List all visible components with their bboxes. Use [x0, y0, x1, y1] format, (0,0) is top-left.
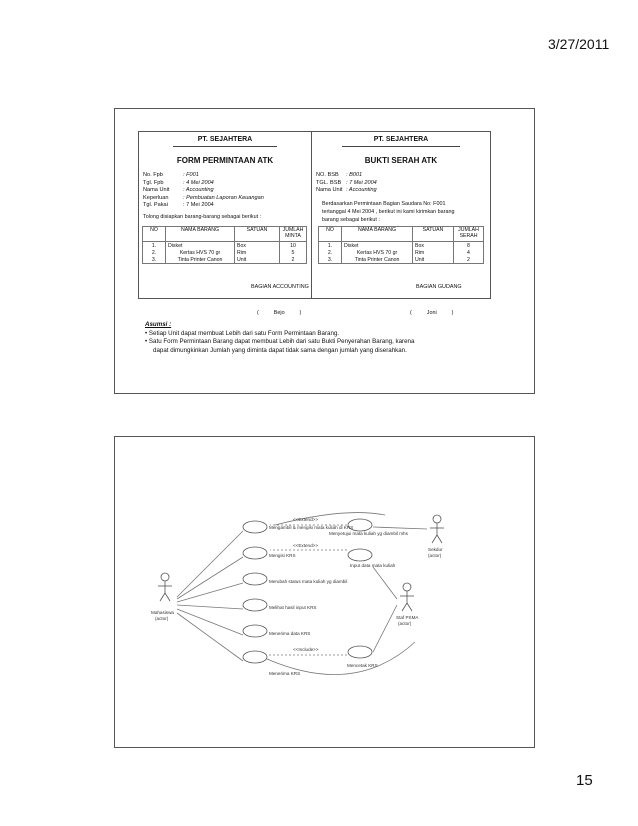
use-case-label: Menerima KRS [269, 671, 301, 676]
signature-label: BAGIAN GUDANG [416, 284, 462, 290]
field-row: Tgl. Pakai : 7 Mei 2004 [143, 202, 214, 209]
field-row: Keperluan : Pembuatan Laporan Keuangan [143, 194, 264, 201]
col-header: SATUAN [235, 227, 280, 242]
actor-sekdur-figure [430, 515, 444, 543]
table-row: 1. Disket Box 8 [319, 242, 484, 250]
use-case-label: Menerima data KRS [269, 631, 311, 636]
col-header: NAMA BARANG [166, 227, 235, 242]
actor-mahasiswa-figure [158, 573, 172, 601]
col-header: NAMA BARANG [342, 227, 413, 242]
assumptions-title: Asumsi : [145, 321, 172, 328]
form-fields [143, 172, 264, 210]
table-row: 2. Kertas HVS 70 gr Rim 4 [319, 249, 484, 256]
slide-use-case-diagram [114, 436, 535, 748]
col-header: JUMLAH MINTA [280, 227, 307, 242]
slide-date: 3/27/2011 [548, 36, 610, 52]
assumption-item: • Satu Form Permintaan Barang dapat membuat Lebih dari satu Bukti Penyerahan Barang, karena [145, 338, 415, 346]
use-case-label: Input data mata kuliah [350, 563, 396, 568]
field-row: NO. BSB : B001 [316, 172, 363, 178]
field-row: Nama Unit : Accounting [316, 187, 377, 194]
field-row: Nama Unit : Accounting [143, 187, 214, 194]
company-name: PT. SEJAHTERA [373, 136, 429, 143]
page-number: 15 [576, 772, 593, 789]
use-case-ellipse [243, 651, 267, 663]
form-fields [316, 172, 377, 195]
field-row: No. Fpb : F001 [143, 172, 199, 178]
items-table [142, 226, 307, 264]
use-case-ellipse [243, 599, 267, 611]
use-case-diagram [115, 437, 534, 747]
form-permintaan-atk [138, 131, 312, 316]
items-table [318, 226, 484, 264]
actor-role: (actor) [428, 553, 442, 558]
col-header: NO [143, 227, 166, 242]
form-intro: Tolong disiapkan barang-barang sebagai berikut : [143, 214, 262, 220]
table-row: 2. Kertas HVS 70 gr Rim 5 [143, 249, 307, 256]
table-row: 1. Disket Box 10 [143, 242, 307, 250]
company-name: PT. SEJAHTERA [197, 136, 253, 143]
use-case-ellipse [243, 625, 267, 637]
actor-label: Staf PSMA [396, 615, 419, 620]
use-case-ellipse [348, 549, 372, 561]
field-row: Tgl. Fpb : 4 Mei 2004 [143, 179, 214, 186]
use-case-label: Merubah status mata kuliah yg diambil [269, 579, 348, 584]
field-row: TGL. BSB : 7 Mei 2004 [316, 179, 377, 186]
actor-label: Mahasiswa [151, 610, 174, 615]
use-case-ellipse [243, 573, 267, 585]
actor-role: (actor) [398, 621, 412, 626]
table-row: 3. Tinta Printer Canon Unit 2 [319, 256, 484, 264]
col-header: NO [319, 227, 342, 242]
use-case-ellipse [243, 521, 267, 533]
col-header: SATUAN [413, 227, 454, 242]
col-header: JUMLAH SERAH [454, 227, 484, 242]
use-case-label: Mencetak KRS [347, 663, 378, 668]
assumption-item: • Setiap Unit dapat membuat Lebih dari satu Form Permintaan Barang. [145, 329, 340, 337]
bullet-icon: • [145, 338, 148, 346]
form-title: BUKTI SERAH ATK [364, 156, 438, 165]
signature-name: ( Joni ) [410, 310, 454, 316]
stereotype-label: <<Extend>> [293, 543, 319, 548]
form-bukti-serah-atk [311, 131, 491, 316]
stereotype-label: <<Extend>> [293, 517, 319, 522]
use-case-label: Melihat hasil input KRS [269, 605, 317, 610]
use-case-label: Mengambil & mengisi mata kuliah di KRS [269, 525, 354, 530]
slide-forms [114, 108, 535, 394]
assumptions-block [145, 321, 525, 355]
signature-name: ( Bejo ) [257, 310, 302, 316]
actor-label: Sekdur [428, 547, 443, 552]
assumption-item-continued: dapat dimungkinkan Jumlah yang diminta dapat tidak sama dengan jumlah yang diserahkan. [153, 346, 407, 354]
use-case-ellipse [348, 646, 372, 658]
table-row: 3. Tinta Printer Canon Unit 2 [143, 256, 307, 264]
form-title: FORM PERMINTAAN ATK [176, 156, 274, 165]
form-intro: Berdasarkan Permintaan Bagian Saudara No: F001 tertanggal 4 Mei 2004 , berikut ini kami kirimkan barang barang sebagai berikut : [322, 201, 455, 223]
actor-role: (actor) [155, 616, 169, 621]
use-case-ellipse [243, 547, 267, 559]
divider [173, 146, 277, 147]
bullet-icon: • [145, 329, 148, 337]
use-case-label: Menyetujui mata kuliah yg diambil mhs [329, 531, 408, 536]
divider [342, 146, 460, 147]
signature-label: BAGIAN ACCOUNTING [251, 284, 309, 290]
actor-staf-psma-figure [400, 583, 414, 611]
use-case-label: Mengisi KRS [269, 553, 296, 558]
stereotype-label: <<Include>> [293, 647, 319, 652]
